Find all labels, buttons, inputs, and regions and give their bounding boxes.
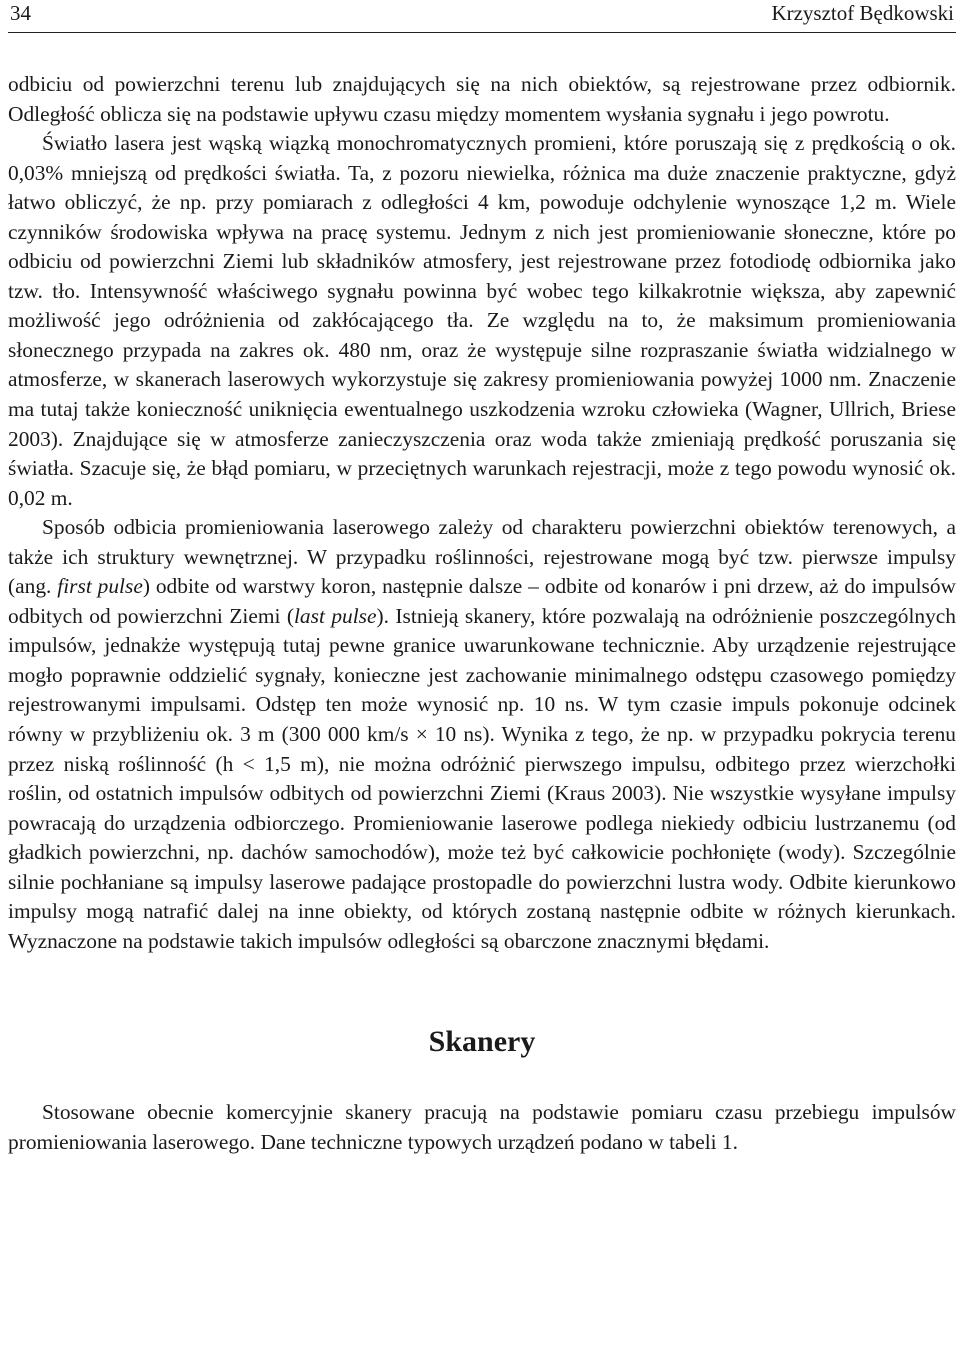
page-number: 34: [10, 1, 31, 25]
running-header: [8, 0, 956, 33]
paragraph-reflection: [8, 513, 956, 956]
section-heading: Skanery: [428, 1025, 536, 1059]
paragraph-text: ) odbite od warstwy koron, następnie dalsze – odbite od konarów i pni drzew, aż do impulsów odbitych od powierzchni Ziemi (: [8, 574, 956, 628]
paragraph-text: ). Istnieją skanery, które pozwalają na odróżnienie poszczególnych impulsów, jednakże występują tutaj pewne granice uwarunkowane technicznie. Aby urządzenie rejestrujące mogło poprawnie oddzielić sygnały, konieczne jest zachowanie minimalnego odstępu czasowego pomiędzy rejestrowanymi impulsami. Odstęp ten może wynosić np. 10 ns. W tym czasie impuls pokonuje odcinek równy w przybliżeniu ok. 3 m (300 000 km/s × 10 ns). Wynika z tego, że np. w przypadku pokrycia terenu przez niską roślinność (h < 1,5 m), nie można odróżnić pierwszego impulsu, odbitego przez wierzchołki roślin, od ostatnich impulsów odbitych od powierzchni Ziemi (Kraus 2003). Nie wszystkie wysyłane impulsy powracają do urządzenia odbiorczego. Promieniowanie laserowe podlega niekiedy odbiciu lustrzanemu (od gładkich powierzchni, np. dachów samochodów), może też być całkowicie pochłonięte (wody). Szczególnie silnie pochłaniane są impulsy laserowe padające prostopadle do powierzchni lustra wody. Odbite kierunkowo impulsy mogą natrafić dalej na inne obiekty, od których zostaną następnie odbite w różnych kierunkach. Wyznaczone na podstawie takich impulsów odległości są obarczone znacznymi błędami.: [8, 603, 956, 953]
document-page: [8, 0, 956, 1158]
section-paragraph: Stosowane obecnie komercyjnie skanery pracują na podstawie pomiaru czasu przebiegu impulsów promieniowania laserowego. Dane techniczne typowych urządzeń podano w tabeli 1.: [8, 1100, 956, 1154]
paragraph-continuation: odbiciu od powierzchni terenu lub znajdujących się na nich obiektów, są rejestrowane przez odbiornik. Odległość oblicza się na podstawie upływu czasu między momentem wysłania sygnału i jego powrotu.: [8, 72, 956, 126]
body-text: [8, 70, 956, 956]
running-title-author: Krzysztof Będkowski: [771, 1, 954, 25]
term-first-pulse: first pulse: [57, 574, 143, 599]
paragraph-laser-light: Światło lasera jest wąską wiązką monochromatycznych promieni, które poruszają się z prędkością o ok. 0,03% mniejszą od prędkości światła. Ta, z pozoru niewielka, różnica ma duże znaczenie praktyczne, gdyż łatwo obliczyć, że np. przy pomiarach z odległości 4 km, powoduje odchylenie wynoszące 1,2 m. Wiele czynników środowiska wpływa na pracę systemu. Jednym z nich jest promieniowanie słoneczne, które po odbiciu od powierzchni Ziemi lub składników atmosfery, jest rejestrowane przez fotodiodę odbiornika jako tzw. tło. Intensywność właściwego sygnału powinna być wobec tego kilkakrotnie większa, aby zapewnić możliwość jego odróżnienia od zakłócającego tła. Ze względu na to, że maksimum promieniowania słonecznego przypada na zakres ok. 480 nm, oraz że występuje silne rozpraszanie światła widzialnego w atmosferze, w skanerach laserowych wykorzystuje się zakresy promieniowania powyżej 1000 nm. Znaczenie ma tutaj także konieczność uniknięcia ewentualnego uszkodzenia wzroku człowieka (Wagner, Ullrich, Briese 2003). Znajdujące się w atmosferze zanieczyszczenia oraz woda także zmieniają prędkość poruszania się światła. Szacuje się, że błąd pomiaru, w przeciętnych warunkach rejestracji, może z tego powodu wynosić ok. 0,02 m.: [8, 131, 956, 510]
paragraph-text: Sposób odbicia promieniowania laserowego zależy od charakteru powierzchni obiektów terenowych, a także ich struktury wewnętrznej. W przypadku roślinności, rejestrowane mogą być tzw. pierwsze impulsy (ang.: [8, 515, 956, 599]
term-last-pulse: last pulse: [293, 603, 377, 628]
